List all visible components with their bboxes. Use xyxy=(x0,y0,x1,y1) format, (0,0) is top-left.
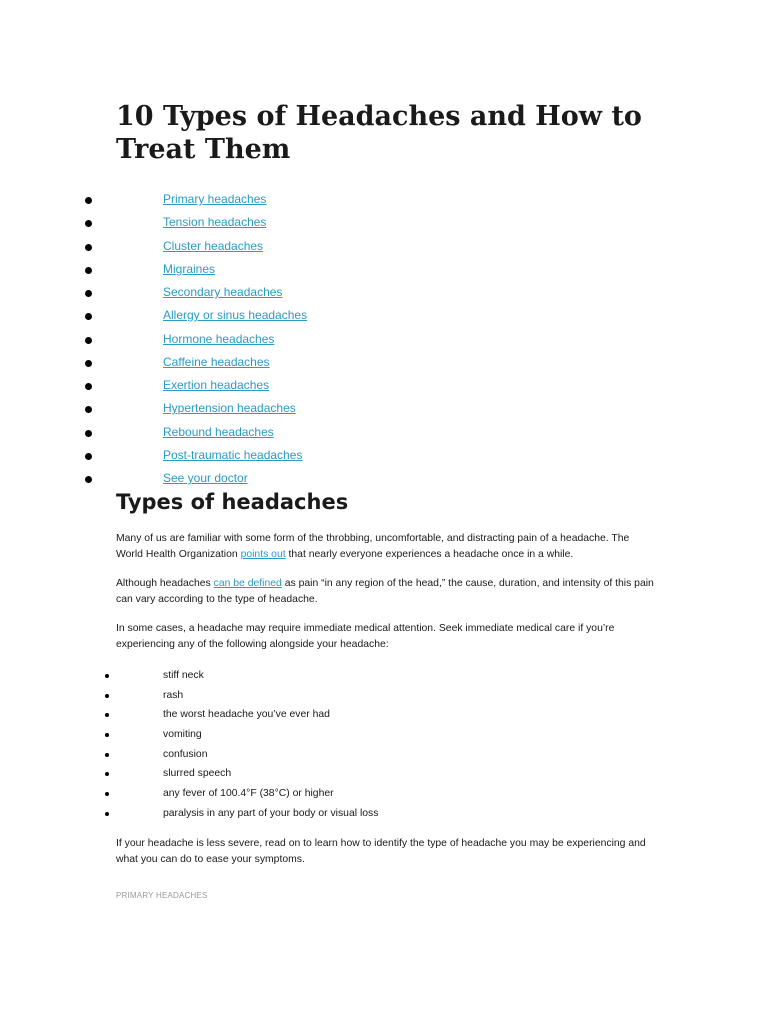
bullet-icon xyxy=(85,197,92,204)
intro-paragraph xyxy=(116,531,656,562)
symptom-label: confusion xyxy=(163,748,208,760)
toc-link-allergy-sinus-headaches[interactable]: Allergy or sinus headaches xyxy=(163,308,308,323)
section-heading: Types of headaches xyxy=(116,490,349,514)
toc-link-post-traumatic-headaches[interactable]: Post-traumatic headaches xyxy=(163,447,303,462)
toc-link-hormone-headaches[interactable]: Hormone headaches xyxy=(163,331,275,346)
bullet-icon xyxy=(85,383,92,390)
bullet-icon xyxy=(105,772,109,776)
bullet-icon xyxy=(85,406,92,413)
bullet-icon xyxy=(105,713,109,717)
closing-paragraph: If your headache is less severe, read on to learn how to identify the type of headache you may be experiencing and what you can do to ease your symptoms. xyxy=(116,838,646,865)
bullet-icon xyxy=(85,290,92,297)
bullet-icon xyxy=(105,753,109,757)
bullet-icon xyxy=(105,812,109,816)
paragraph-text: Many of us are familiar with some form of the throbbing, uncomfortable, and distracting pain of a headache. The World Health Organization xyxy=(116,533,630,560)
paragraph-text: that nearly everyone experiences a headache once in a while. xyxy=(285,548,574,560)
warning-paragraph: In some cases, a headache may require immediate medical attention. Seek immediate medical care if you’re experiencing any of the following alongside your headache: xyxy=(116,623,615,650)
toc-link-primary-headaches[interactable]: Primary headaches xyxy=(163,192,267,206)
toc-link-exertion-headaches[interactable]: Exertion headaches xyxy=(163,378,270,392)
symptom-label: the worst headache you’ve ever had xyxy=(163,709,330,721)
bullet-icon xyxy=(85,453,92,460)
toc-link-hypertension-headaches[interactable]: Hypertension headaches xyxy=(163,401,296,416)
bullet-icon xyxy=(105,792,109,796)
toc-link-caffeine-headaches[interactable]: Caffeine headaches xyxy=(163,354,270,369)
symptom-label: stiff neck xyxy=(163,670,204,681)
toc-link-tension-headaches[interactable]: Tension headaches xyxy=(163,215,267,230)
toc-link-see-your-doctor[interactable]: See your doctor xyxy=(163,471,248,485)
toc-link-migraines[interactable]: Migraines xyxy=(163,261,216,276)
bullet-icon xyxy=(105,694,109,698)
definition-paragraph xyxy=(116,576,656,607)
bullet-icon xyxy=(85,430,92,437)
bullet-icon xyxy=(105,733,109,737)
bullet-icon xyxy=(85,244,92,251)
bullet-icon xyxy=(105,674,109,678)
bullet-icon xyxy=(85,313,92,320)
bullet-icon xyxy=(85,220,92,227)
bullet-icon xyxy=(85,360,92,367)
page-title: 10 Types of Headaches and How to Treat Them xyxy=(116,101,642,165)
section-label: PRIMARY HEADACHES xyxy=(116,891,208,900)
bullet-icon xyxy=(85,476,92,483)
symptom-label: slurred speech xyxy=(163,768,232,780)
symptom-label: rash xyxy=(163,689,184,701)
bullet-icon xyxy=(85,267,92,274)
points-out-link[interactable]: points out xyxy=(240,548,286,560)
toc-link-secondary-headaches[interactable]: Secondary headaches xyxy=(163,285,283,299)
bullet-icon xyxy=(85,337,92,344)
symptom-label: any fever of 100.4°F (38°C) or higher xyxy=(163,788,334,800)
symptom-label: vomiting xyxy=(163,729,202,741)
can-be-defined-link[interactable]: can be defined xyxy=(213,578,282,589)
toc-link-rebound-headaches[interactable]: Rebound headaches xyxy=(163,424,274,439)
toc-link-cluster-headaches[interactable]: Cluster headaches xyxy=(163,238,264,253)
paragraph-text: as pain “in any region of the head,” the cause, duration, and intensity of this pain can vary according to the type of headache. xyxy=(116,578,654,605)
symptom-label: paralysis in any part of your body or visual loss xyxy=(163,807,379,819)
paragraph-text: Although headaches xyxy=(116,578,214,589)
